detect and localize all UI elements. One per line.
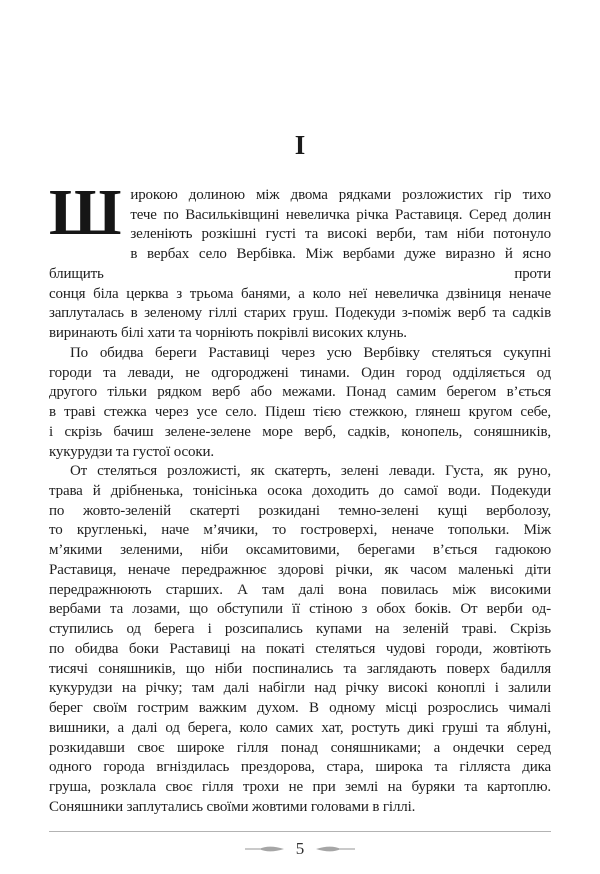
text-line: заплуталась в зеленому гіллі старих груш. Подекуди з-поміж верб та садків [49, 305, 551, 322]
text-line: то кругленькі, наче м’ячики, то гостроверхі, неначе топольки. Між [49, 522, 551, 539]
paragraph [49, 344, 551, 462]
text-line: От стеляться розложисті, як скатерть, зелені левади. Густа, як руно, [70, 463, 551, 480]
text-line: вербами та лозами, що обступили її стіною з обох боків. От верби од- [49, 601, 551, 618]
text-line: Соняшники заплутались своїми жовтими головами в гіллі. [49, 798, 416, 815]
text-line: Раставиця, неначе передражнює здорові річки, як часом маленькі діти [49, 561, 551, 578]
chapter-heading: I [294, 130, 306, 160]
drop-cap: Ш [49, 176, 122, 249]
text-line: берег своїм гострим важким духом. В одному місці розрослись чималі [49, 700, 551, 717]
text-line: другого тільки рядком верб або межами. Понад самим берегом в’ється [49, 384, 551, 401]
text-line: тисячі соняшників, що ніби поспинались та заглядають поверх бадилля [49, 660, 551, 677]
text-line: груша, розклала своє гілля трохи не при землі на буряки та картоплю. [49, 779, 551, 796]
text-line: кукурудзи та густої осоки. [49, 443, 214, 460]
text-line: трава й дрібненька, тонісінька осока доходить до самої води. Подекуди [49, 483, 551, 500]
text-line: в вербах село Вербівка. Між вербами дуже виразно й ясно блищить проти [49, 246, 551, 282]
text-line: м’якими зеленими, ніби оксамитовими, берегами в’ється гадюкою [49, 542, 551, 559]
footer-row [0, 839, 600, 859]
text-line: по жовто-зеленій скатерті розкидані темно-зелені кущі верболозу, [49, 502, 551, 519]
text-line: кукурудзи на річку; там далі набігли над річку високі коноплі і залили [49, 680, 551, 697]
text-line: розкидавши своє широке гілля понад соняшниками; а ондечки серед [49, 739, 551, 756]
text-line: городи та левади, не одгороджені тинами. Один город одділяється од [49, 364, 551, 381]
text-line: зеленіють розкішні густі та високі верби, там ніби потонуло [130, 226, 551, 243]
text-line: ступились од берега і розсипались купами на зеленій траві. Скрізь [49, 621, 551, 638]
text-line: по обидва боки Раставиці на покаті стеляться чудові городи, жовтіють [49, 640, 551, 657]
text-line: ирокою долиною між двома рядками розложистих гір тихо [130, 187, 551, 203]
leaf-ornament-right-icon [315, 844, 355, 854]
text-line: тече по Васильківщині невеличка річка Раставиця. Серед долин [130, 206, 551, 223]
text-line: виринають білі хати та чорніють покрівлі високих клунь. [49, 325, 407, 342]
page-number: 5 [295, 838, 305, 858]
text-line: одного города вгніздилась прездорова, стара, широка та гілляста дика [49, 759, 551, 776]
paragraph [49, 176, 551, 344]
text-line: вишники, а далі од берега, коло самих хат, ростуть дикі груші та яблуні, [49, 719, 551, 736]
leaf-ornament-left-icon [245, 844, 285, 854]
text-line: в траві стежка через усе село. Підеш тією стежкою, глянеш кругом себе, [49, 404, 551, 421]
text-line: і скрізь бачиш зелене-зелене море верб, садків, конопель, соняшників, [49, 423, 551, 440]
paragraph [49, 462, 551, 817]
page-footer [0, 831, 600, 859]
text-line: сонця біла церква з трьома банями, а коло неї невеличка дзвіниця неначе [49, 285, 551, 302]
text-line: По обидва береги Раставиці через усю Вербівку стеляться сукупні [70, 344, 551, 361]
text-block [49, 176, 551, 818]
footer-rule [49, 831, 551, 832]
text-line: передражнюють старших. А там далі вона повилась між високими [49, 581, 551, 598]
